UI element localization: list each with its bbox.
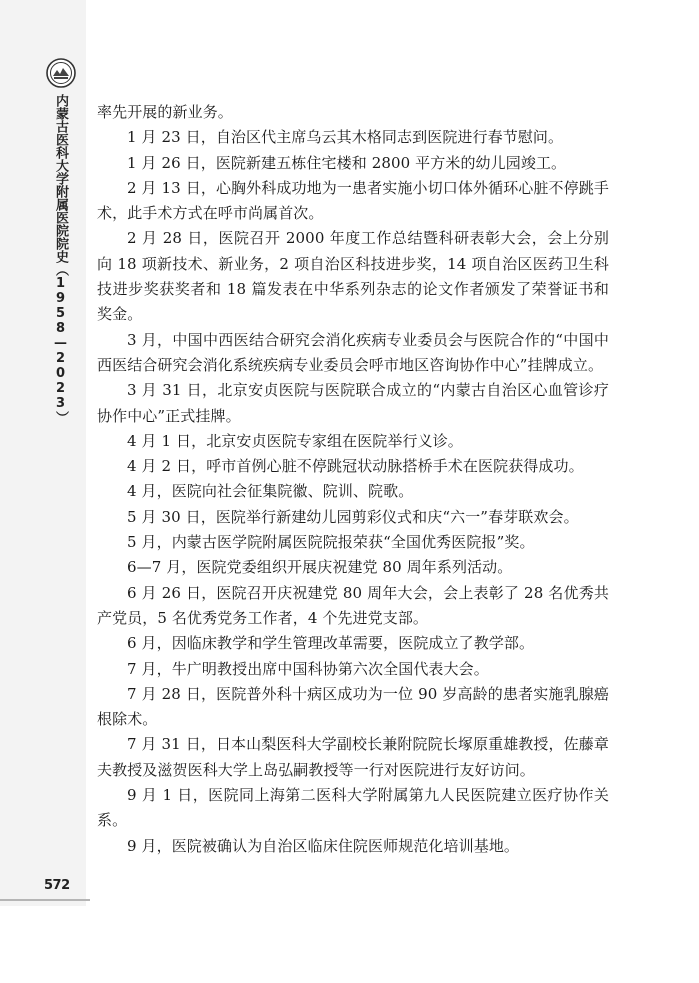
page-number: 572 [44,878,70,893]
book-title-vertical: 内蒙古医科大学附属医院院史（1958—2023） [53,94,68,424]
page-divider [0,899,90,901]
paragraph: 3 月 31 日，北京安贞医院与医院联合成立的“内蒙古自治区心血管诊疗协作中心”正式挂牌。 [97,381,609,425]
paragraph: 6—7 月，医院党委组织开展庆祝建党 80 周年系列活动。 [127,558,513,577]
paragraph: 2 月 13 日，心胸外科成功地为一患者实施小切口体外循环心脏不停跳手术，此手术方式在呼市尚属首次。 [97,178,609,223]
chronicle-text [97,100,609,859]
paragraph: 7 月 28 日，医院普外科十病区成功为一位 90 岁高龄的患者实施乳腺癌根除术。 [97,684,609,729]
paragraph: 6 月 26 日，医院召开庆祝建党 80 周年大会，会上表彰了 28 名优秀共产党员，5 名优秀党务工作者，4 个先进党支部。 [97,583,609,627]
paragraph: 6 月，因临床教学和学生管理改革需要，医院成立了教学部。 [127,634,535,653]
paragraph: 1 月 23 日，自治区代主席乌云其木格同志到医院进行春节慰问。 [127,128,564,147]
paragraph: 9 月，医院被确认为自治区临床住院医师规范化培训基地。 [127,836,520,855]
paragraph: 4 月，医院向社会征集院徽、院训、院歌。 [127,482,414,501]
paragraph: 7 月 31 日，日本山梨医科大学副校长兼附院院长塚原重雄教授，佐藤章夫教授及滋贺医科大学上岛弘嗣教授等一行对医院进行友好访问。 [97,735,609,779]
paragraph: 9 月 1 日，医院同上海第二医科大学附属第九人民医院建立医疗协作关系。 [97,786,609,830]
sidebar-band [0,0,86,906]
paragraph: 5 月，内蒙古医学院附属医院院报荣获“全国优秀医院报”奖。 [127,533,535,552]
paragraph: 4 月 2 日，呼市首例心脏不停跳冠状动脉搭桥手术在医院获得成功。 [127,457,584,476]
paragraph: 3 月，中国中西医结合研究会消化疾病专业委员会与医院合作的“中国中西医结合研究会消化系统疾病专业委员会呼市地区咨询协作中心”挂牌成立。 [97,330,609,374]
paragraph: 1 月 26 日，医院新建五栋住宅楼和 2800 平方米的幼儿园竣工。 [127,153,567,172]
paragraph: 7 月，牛广明教授出席中国科协第六次全国代表大会。 [127,659,489,678]
paragraph: 率先开展的新业务。 [97,103,233,121]
university-seal-icon [46,58,76,88]
paragraph: 4 月 1 日，北京安贞医院专家组在医院举行义诊。 [127,431,463,450]
paragraph: 2 月 28 日，医院召开 2000 年度工作总结暨科研表彰大会，会上分别向 18 项新技术、新业务，2 项自治区科技进步奖，14 项自治区医药卫生科技进步奖获奖者和 18 篇发表在中华系列杂志的论文作者颁发了荣誉证书和奖金。 [97,229,609,324]
paragraph: 5 月 30 日，医院举行新建幼儿园剪彩仪式和庆“六一”春芽联欢会。 [127,507,579,526]
